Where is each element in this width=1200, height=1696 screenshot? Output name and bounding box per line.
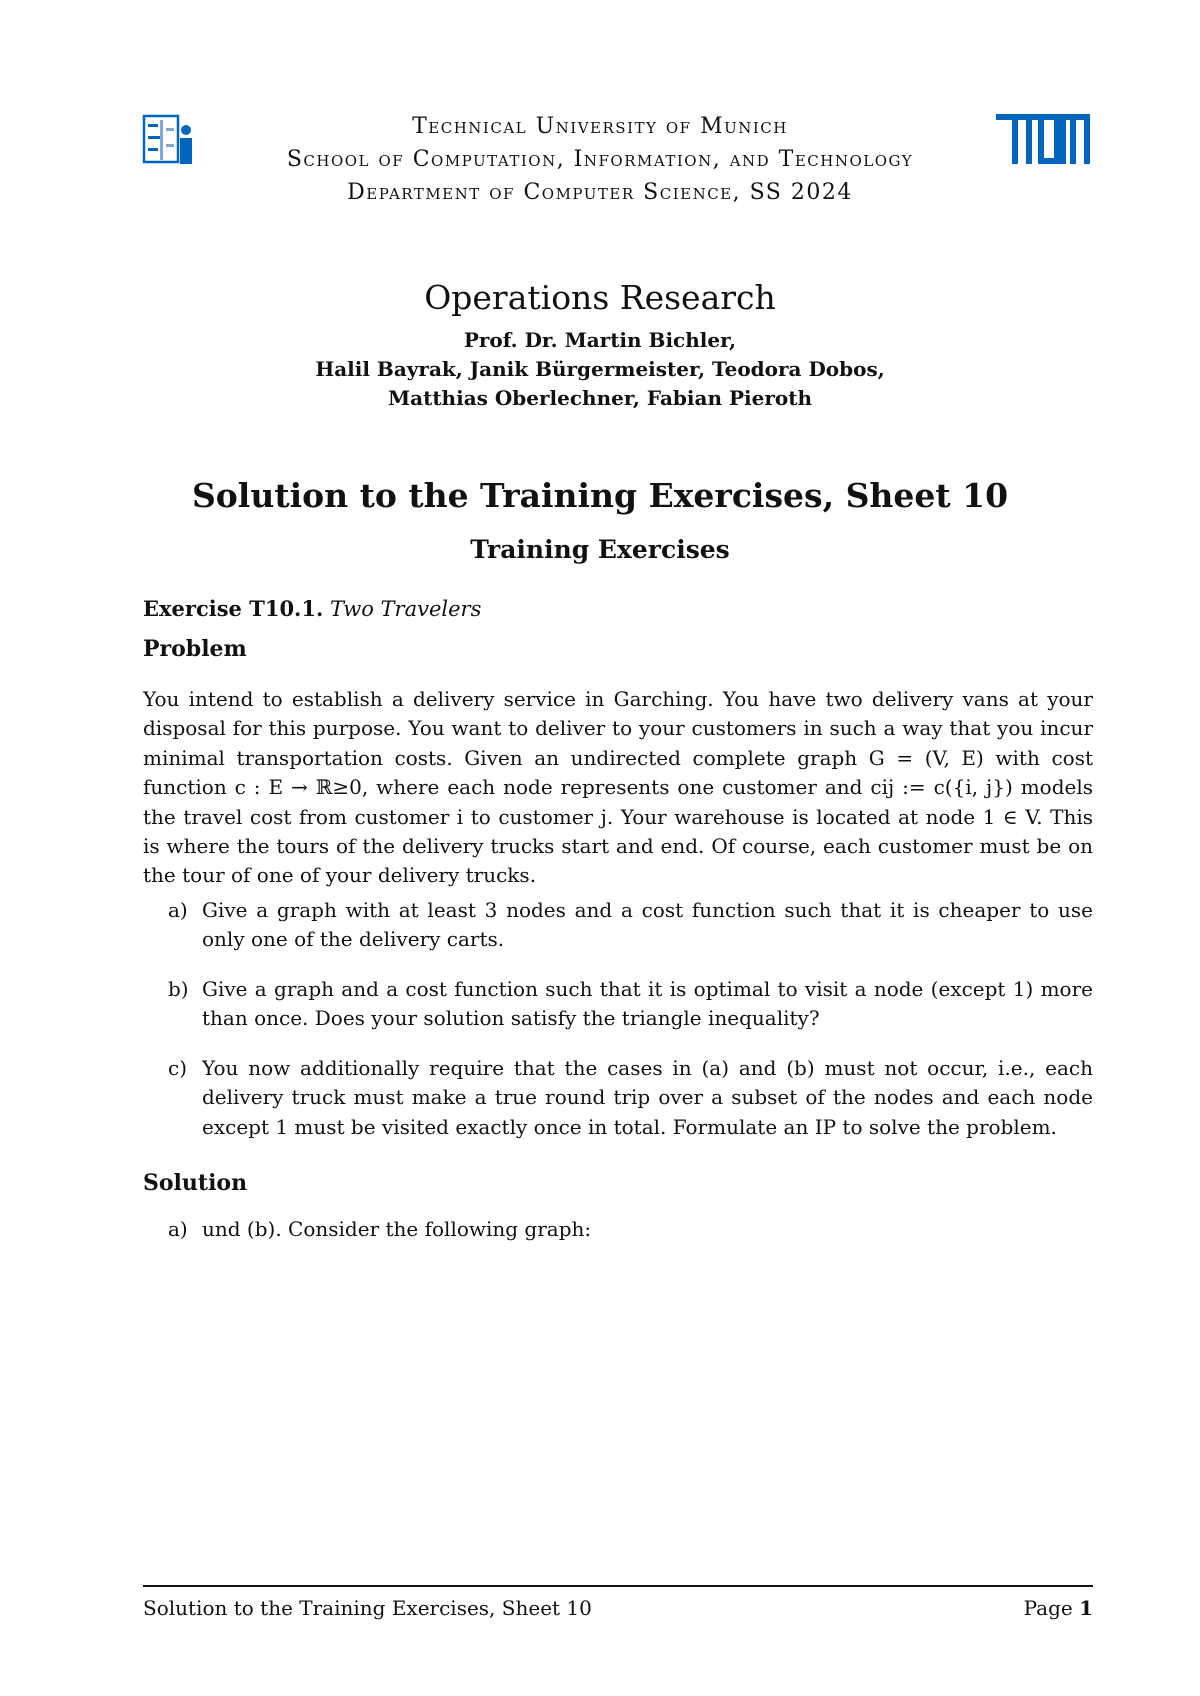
item-marker: a) bbox=[168, 898, 188, 922]
page-number-value: 1 bbox=[1079, 1596, 1093, 1620]
page-number bbox=[1024, 1596, 1093, 1620]
university-name: Technical University of Munich bbox=[412, 114, 788, 139]
course-staff-line-2: Matthias Oberlechner, Fabian Pieroth bbox=[387, 386, 812, 410]
item-text: Give a graph with at least 3 nodes and a cost function such that it is cheaper to use only one of the delivery carts. bbox=[202, 898, 1093, 952]
tum-ei-logo-icon bbox=[142, 114, 196, 168]
course-title: Operations Research bbox=[424, 278, 776, 317]
solution-heading: Solution bbox=[143, 1170, 248, 1196]
exercise-title: Two Travelers bbox=[329, 597, 482, 621]
item-marker: b) bbox=[168, 977, 189, 1001]
footer-divider bbox=[143, 1585, 1093, 1587]
footer-title: Solution to the Training Exercises, Sheet 10 bbox=[143, 1596, 592, 1620]
exercise-heading bbox=[143, 596, 481, 621]
school-name: School of Computation, Information, and Technology bbox=[286, 147, 914, 172]
item-text: You now additionally require that the cases in (a) and (b) must not occur, i.e., each delivery truck must make a true round trip over a subset of the nodes and each node except 1 must be visited exactly once in total. Formulate an IP to solve the problem. bbox=[202, 1056, 1093, 1139]
item-text: und (b). Consider the following graph: bbox=[202, 1217, 592, 1241]
solution-item bbox=[168, 1215, 1093, 1244]
item-text: Give a graph and a cost function such that it is optimal to visit a node (except 1) more than once. Does your solution satisfy the triangle inequality? bbox=[202, 977, 1093, 1031]
list-item bbox=[168, 1054, 1093, 1142]
list-item bbox=[168, 896, 1093, 955]
tum-logo-icon bbox=[996, 114, 1090, 164]
page-label: Page bbox=[1023, 1596, 1073, 1620]
list-item bbox=[168, 975, 1093, 1034]
item-marker: a) bbox=[168, 1217, 188, 1241]
item-marker: c) bbox=[168, 1056, 188, 1080]
problem-heading: Problem bbox=[143, 636, 247, 662]
course-staff-line-1: Halil Bayrak, Janik Bürgermeister, Teodora Dobos, bbox=[315, 357, 885, 381]
problem-text: You intend to establish a delivery service in Garching. You have two delivery vans at your disposal for this purpose. You want to deliver to your customers in such a way that you incur minimal transportation costs. Given an undirected complete graph G = (V, E) with cost function c : E → ℝ≥0, where each node represents one customer and cij := c({i, j}) models the travel cost from customer i to customer j. Your warehouse is located at node 1 ∈ V. This is where the tours of the delivery trucks start and end. Of course, each customer must be on the tour of one of your delivery trucks. bbox=[143, 687, 1093, 888]
exercise-label: Exercise T10.1. bbox=[143, 596, 324, 621]
department-name: Department of Computer Science, SS 2024 bbox=[347, 180, 853, 205]
sheet-title: Solution to the Training Exercises, Sheet 10 bbox=[191, 476, 1009, 515]
course-professor: Prof. Dr. Martin Bichler, bbox=[463, 328, 737, 352]
sheet-subtitle: Training Exercises bbox=[470, 535, 730, 564]
